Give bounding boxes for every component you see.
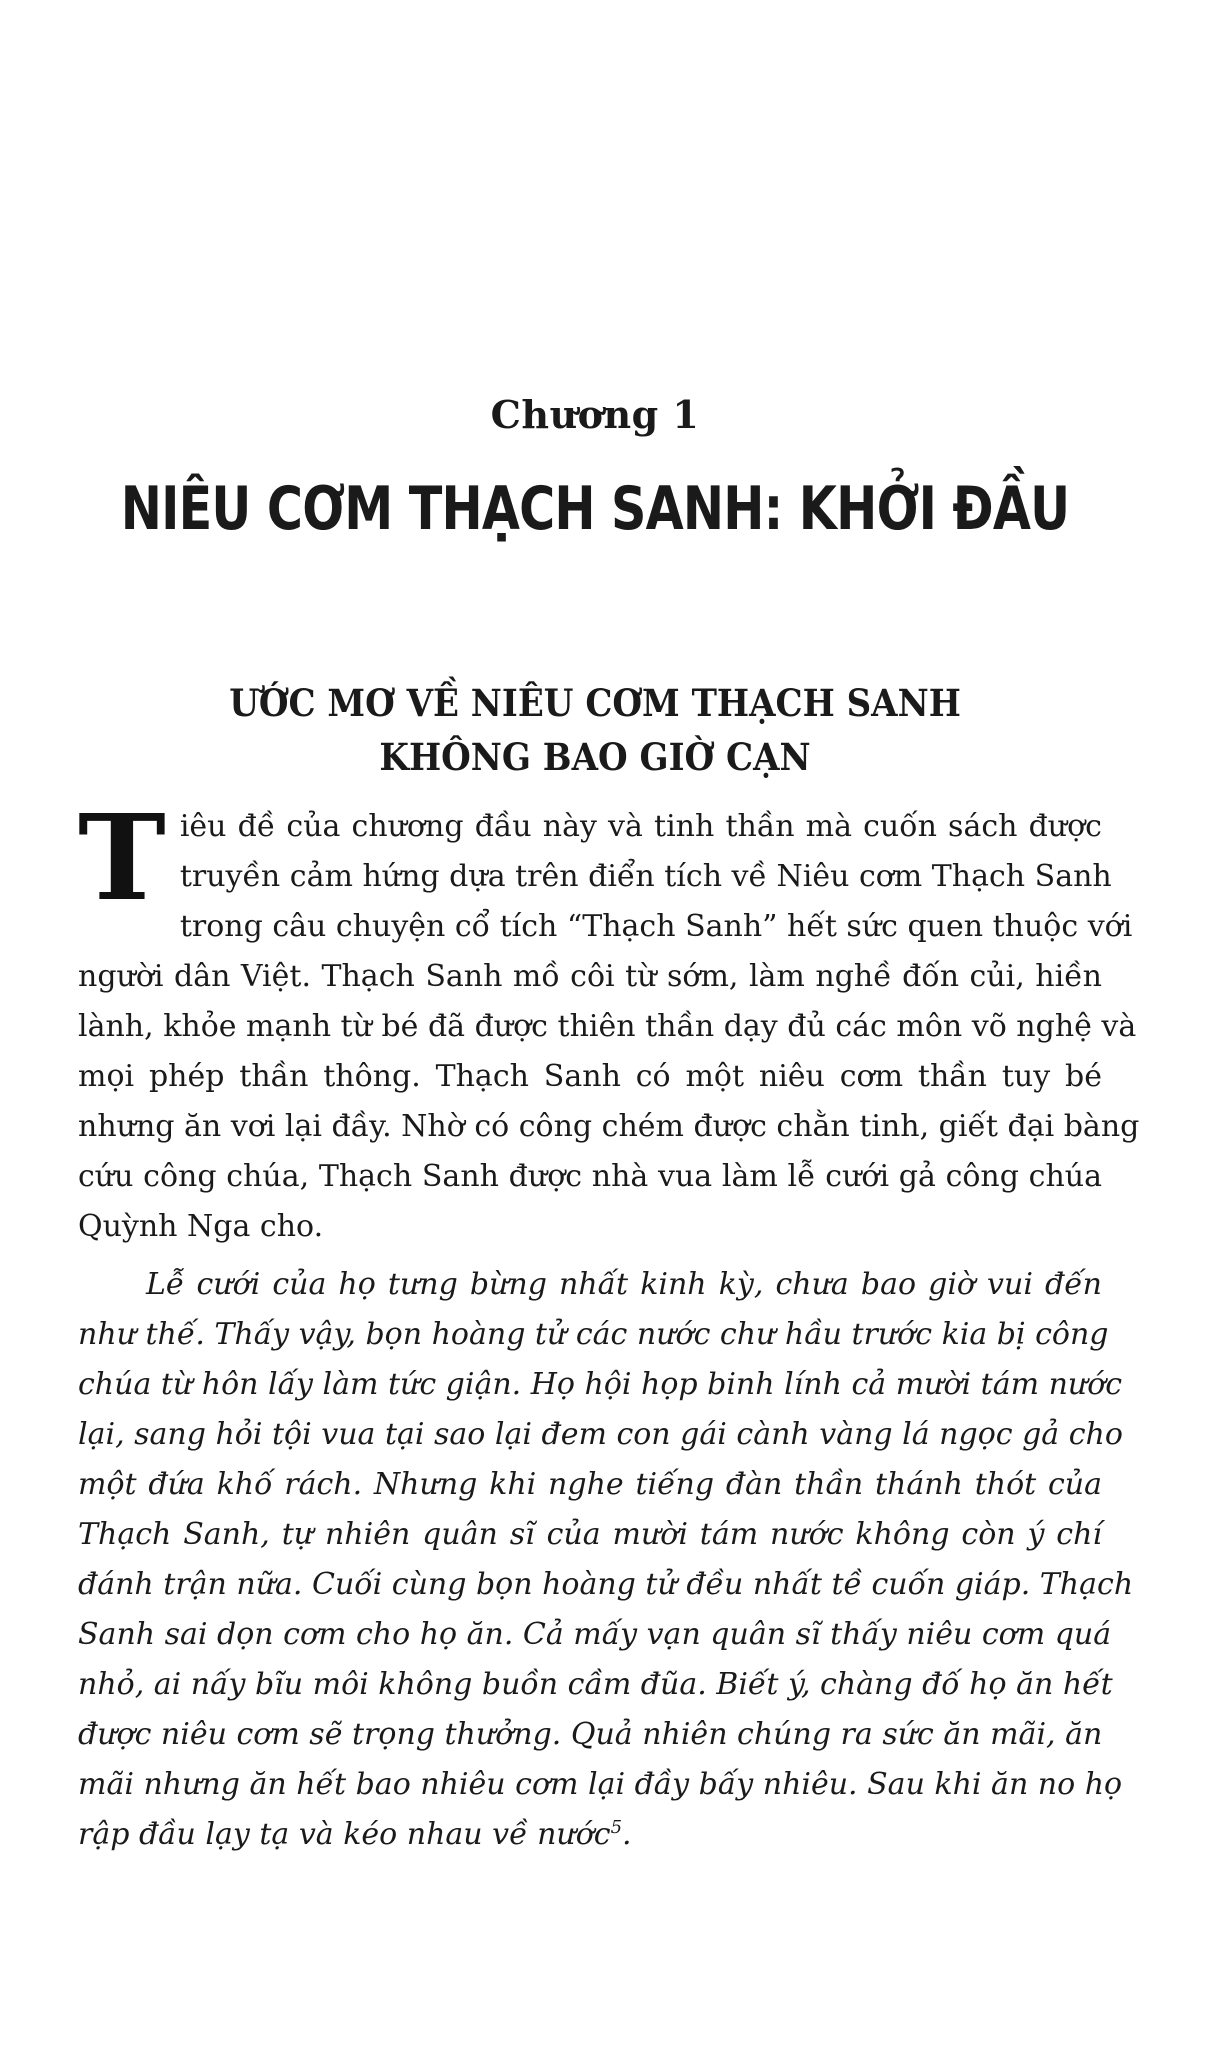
section-title-line-1: ƯỚC MƠ VỀ NIÊU CƠM THẠCH SANH: [229, 681, 961, 725]
paragraph-2-line: chúa từ hôn lấy làm tức giận. Họ hội họp binh lính cả mười tám nước: [78, 1367, 1123, 1402]
paragraph-2-line: được niêu cơm sẽ trọng thưởng. Quả nhiên chúng ra sức ăn mãi, ăn: [78, 1717, 1103, 1752]
drop-cap: T: [78, 788, 166, 927]
paragraph-2-line: Lễ cưới của họ tưng bừng nhất kinh kỳ, chưa bao giờ vui đến: [146, 1267, 1102, 1302]
paragraph-1-line: iêu đề của chương đầu này và tinh thần mà cuốn sách được: [179, 809, 1102, 844]
paragraph-2-line: nhỏ, ai nấy bĩu môi không buồn cầm đũa. Biết ý, chàng đố họ ăn hết: [78, 1667, 1113, 1702]
paragraph-1-line: người dân Việt. Thạch Sanh mồ côi từ sớm, làm nghề đốn củi, hiền: [78, 959, 1102, 994]
paragraph-2-line: như thế. Thấy vậy, bọn hoàng tử các nước chư hầu trước kia bị công: [78, 1317, 1109, 1352]
paragraph-2-line: lại, sang hỏi tội vua tại sao lại đem con gái cành vàng lá ngọc gả cho: [78, 1417, 1123, 1452]
chapter-title: NIÊU CƠM THẠCH SANH: KHỞI ĐẦU: [120, 474, 1070, 544]
paragraph-1-line: truyền cảm hứng dựa trên điển tích về Niêu cơm Thạch Sanh: [179, 859, 1112, 894]
paragraph-2-last-line: [78, 1810, 1102, 1860]
paragraph-1-line: Quỳnh Nga cho.: [78, 1209, 324, 1244]
paragraph-2-line: đánh trận nữa. Cuối cùng bọn hoàng tử đều nhất tề cuốn giáp. Thạch: [78, 1567, 1134, 1602]
paragraph-2-line: rập đầu lạy tạ và kéo nhau về nước: [78, 1817, 611, 1852]
paragraph-2: [78, 1260, 1134, 1860]
paragraph-2-line: mãi nhưng ăn hết bao nhiêu cơm lại đầy bấy nhiêu. Sau khi ăn no họ: [78, 1767, 1123, 1802]
end-punctuation: .: [622, 1817, 632, 1852]
section-title-line-2: KHÔNG BAO GIỜ CẠN: [379, 735, 811, 779]
paragraph-1-line: nhưng ăn vơi lại đầy. Nhờ có công chém được chằn tinh, giết đại bàng: [78, 1109, 1140, 1144]
section-title: [48, 676, 1143, 784]
paragraph-1-line: cứu công chúa, Thạch Sanh được nhà vua làm lễ cưới gả công chúa: [78, 1159, 1102, 1194]
paragraph-2-line: một đứa khố rách. Nhưng khi nghe tiếng đàn thần thánh thót của: [78, 1467, 1102, 1502]
paragraph-1-line: lành, khỏe mạnh từ bé đã được thiên thần dạy đủ các môn võ nghệ và: [78, 1009, 1137, 1044]
paragraph-1: [78, 788, 1140, 1252]
paragraph-2-line: Sanh sai dọn cơm cho họ ăn. Cả mấy vạn quân sĩ thấy niêu cơm quá: [78, 1617, 1112, 1652]
paragraph-2-line: Thạch Sanh, tự nhiên quân sĩ của mười tám nước không còn ý chí: [78, 1517, 1102, 1552]
footnote-marker[interactable]: 5: [610, 1817, 623, 1838]
paragraph-1-line: mọi phép thần thông. Thạch Sanh có một niêu cơm thần tuy bé: [78, 1059, 1102, 1094]
chapter-label: Chương 1: [490, 392, 700, 437]
paragraph-1-line: trong câu chuyện cổ tích “Thạch Sanh” hết sức quen thuộc với: [179, 909, 1133, 944]
